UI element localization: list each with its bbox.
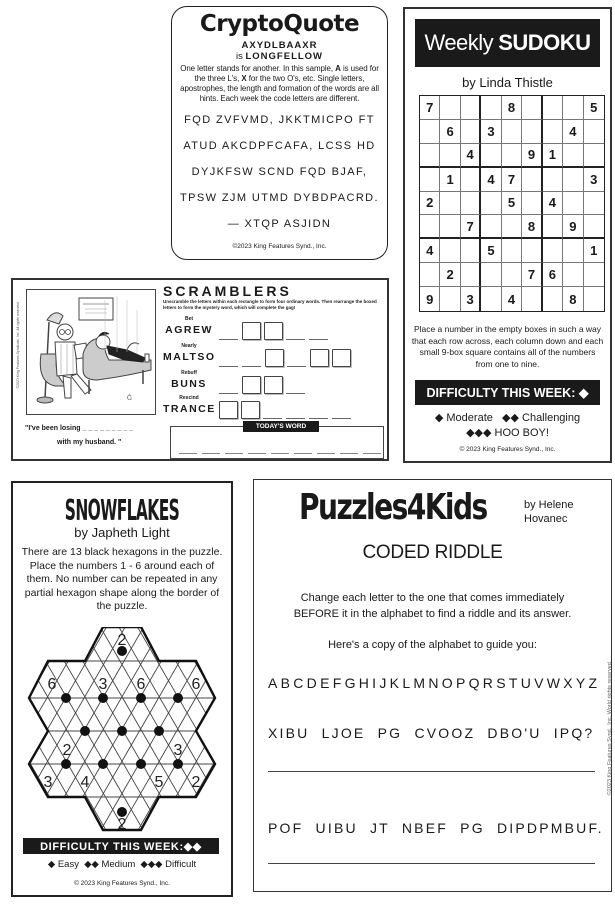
snowflakes-panel	[11, 481, 233, 897]
scramble-slots	[219, 349, 354, 367]
sudoku-panel	[403, 7, 612, 463]
therapist-couch-cartoon	[27, 290, 155, 414]
caption-line-2: with my husband. "	[57, 439, 122, 446]
sudoku-empty-cell[interactable]	[584, 263, 604, 287]
scramble-jumble: TRANCE	[163, 403, 216, 415]
alphabet-guide-label: Here's a copy of the alphabet to guide you:	[328, 639, 537, 651]
black-hexagon-marker	[61, 693, 71, 703]
sudoku-copyright: © 2023 King Features Synd., Inc.	[459, 446, 556, 453]
scramble-jumble: AGREW	[165, 324, 213, 336]
scramblers-instructions: Unscramble the letters within each rectangle to form four ordinary words. Then rearrange the boxed letters to form the mystery word, which will complete the gag!	[163, 299, 377, 310]
todays-word-slot[interactable]	[271, 452, 289, 454]
sudoku-empty-cell[interactable]	[522, 96, 542, 120]
sudoku-empty-cell[interactable]	[461, 168, 481, 192]
letter-slot[interactable]	[242, 353, 261, 367]
sudoku-empty-cell[interactable]	[584, 120, 604, 144]
sudoku-title-bold: SUDOKU	[498, 30, 591, 55]
todays-word-blanks	[179, 452, 386, 454]
desc-part: One letter stands for another. In this sample,	[180, 64, 336, 73]
sudoku-given-cell: 7	[461, 215, 481, 239]
sudoku-empty-cell[interactable]	[481, 192, 501, 216]
scramble-slots	[219, 401, 355, 419]
black-hexagon-marker	[61, 759, 71, 769]
snowflakes-copyright: © 2023 King Features Synd., Inc.	[74, 880, 170, 887]
sudoku-given-cell: 1	[440, 168, 460, 192]
black-hexagon-marker	[154, 726, 164, 736]
snowflake-clue-number: 2	[117, 816, 127, 833]
desc-part: for the two O's, etc. Single letters, apostrophes, the length and formation of the words are all hints. Each week the code letters are different.	[180, 74, 379, 103]
scramble-word-row	[163, 370, 383, 396]
cryptoquote-author: — XTQP ASJIDN	[227, 218, 332, 230]
sudoku-empty-cell[interactable]	[563, 263, 583, 287]
sudoku-given-cell: 1	[543, 144, 563, 168]
sudoku-difficulty-banner: DIFFICULTY THIS WEEK: ◆	[415, 380, 600, 405]
sudoku-given-cell: 8	[563, 287, 583, 311]
snowflake-clue-number: 2	[117, 632, 127, 649]
black-hexagon-marker	[80, 726, 90, 736]
todays-word-slot[interactable]	[202, 452, 220, 454]
todays-word-label: TODAY'S WORD	[243, 421, 319, 432]
sudoku-given-cell: 9	[420, 287, 440, 311]
snowflake-clue-number: 3	[98, 676, 108, 693]
puzzles4kids-byline	[524, 498, 574, 526]
sudoku-empty-cell[interactable]	[563, 144, 583, 168]
cartoon-caption	[25, 422, 155, 450]
snowflakes-title: SNOWFLAKES	[64, 493, 180, 528]
scramble-clue: Rebuff	[181, 370, 197, 376]
scramble-clue: Rescind	[179, 395, 199, 401]
sudoku-header	[415, 19, 600, 67]
desc-letter-a: A	[335, 64, 341, 73]
coded-riddle-answer: POF UIBU JT NBEF PG DIPDPMBUF.	[268, 820, 604, 836]
sudoku-empty-cell[interactable]	[481, 144, 501, 168]
sudoku-given-cell: 6	[543, 263, 563, 287]
snowflake-clue-number: 6	[47, 676, 57, 693]
scramble-word-row	[163, 395, 383, 421]
sudoku-legend-line: ◆ Moderate ◆◆ Challenging	[434, 412, 581, 424]
todays-word-box	[170, 423, 384, 459]
letter-slot[interactable]	[286, 405, 305, 419]
boxed-letter-slot[interactable]	[264, 322, 283, 340]
sudoku-empty-cell[interactable]	[481, 287, 501, 311]
snowflake-clue-number: 6	[136, 676, 146, 693]
sudoku-empty-cell[interactable]	[440, 144, 460, 168]
scramble-clue: Bet	[184, 316, 194, 322]
todays-word-slot[interactable]	[294, 452, 312, 454]
sudoku-given-cell: 4	[543, 192, 563, 216]
todays-word-slot[interactable]	[340, 452, 358, 454]
cryptoquote-line: DYJKFSW SCND FQD BJAF,	[191, 166, 368, 178]
sudoku-empty-cell[interactable]	[440, 239, 460, 263]
coded-riddle-instructions	[254, 590, 611, 622]
black-hexagon-marker	[98, 693, 108, 703]
todays-word-slot[interactable]	[225, 452, 243, 454]
sudoku-empty-cell[interactable]	[420, 144, 440, 168]
puzzles4kids-copyright: ©2023 King Features Synd., Inc. World rights reserved.	[607, 660, 613, 796]
sudoku-empty-cell[interactable]	[481, 96, 501, 120]
sudoku-empty-cell[interactable]	[584, 192, 604, 216]
snowflake-clue-number: 2	[62, 742, 72, 759]
scramble-word-row	[163, 316, 383, 342]
sudoku-given-cell: 3	[584, 168, 604, 192]
letter-slot[interactable]	[332, 405, 351, 419]
snowflakes-description: There are 13 black hexagons in the puzzle. Place the numbers 1 - 6 around each of them. No number can be repeated in any partial hexagon shape along the border of the puzzle.	[21, 546, 223, 612]
coded-riddle-title: CODED RIDDLE	[362, 542, 503, 563]
letter-slot[interactable]	[286, 380, 305, 394]
sample-is-text: is	[235, 51, 243, 62]
sudoku-empty-cell[interactable]	[543, 239, 563, 263]
sudoku-empty-cell[interactable]	[563, 239, 583, 263]
sudoku-difficulty-legend	[405, 411, 610, 441]
sudoku-empty-cell[interactable]	[584, 144, 604, 168]
sudoku-given-cell: 3	[461, 287, 481, 311]
sudoku-given-cell: 3	[481, 120, 501, 144]
letter-slot[interactable]	[309, 405, 328, 419]
cryptoquote-line: FQD ZVFVMD, JKKTMICPO FT	[184, 114, 375, 126]
sudoku-empty-cell[interactable]	[522, 168, 542, 192]
snowflakes-difficulty-legend: ◆ Easy ◆◆ Medium ◆◆◆ Difficult	[47, 859, 197, 870]
instructions-line: Change each letter to the one that comes immediately	[300, 592, 565, 604]
byline-line: Hovanec	[524, 513, 568, 525]
boxed-letter-slot[interactable]	[265, 349, 284, 367]
caption-line-1: "I've been losing _ _ _ _ _ _ _ _ _	[25, 425, 134, 432]
sudoku-empty-cell[interactable]	[440, 192, 460, 216]
sudoku-empty-cell[interactable]	[420, 263, 440, 287]
sudoku-given-cell: 4	[502, 287, 522, 311]
snowflake-clue-number: 2	[191, 774, 201, 791]
sudoku-empty-cell[interactable]	[502, 239, 522, 263]
sudoku-given-cell: 4	[563, 120, 583, 144]
sudoku-instructions: Place a number in the empty boxes in such a way that each row across, each column down and each small 9-box square contains all of the numbers from one to nine.	[411, 324, 604, 369]
instructions-line: BEFORE it in the alphabet to find a riddle and its answer.	[293, 608, 572, 620]
boxed-letter-slot[interactable]	[242, 322, 261, 340]
sudoku-empty-cell[interactable]	[502, 215, 522, 239]
sudoku-given-cell: 4	[420, 239, 440, 263]
letter-slot[interactable]	[219, 380, 238, 394]
black-hexagon-marker	[98, 759, 108, 769]
answer-line[interactable]	[268, 771, 595, 772]
desc-letter-x: X	[241, 74, 247, 83]
desc-part: is used for the three L's,	[194, 64, 379, 83]
snowflake-clue-number: 3	[173, 742, 183, 759]
sudoku-empty-cell[interactable]	[461, 263, 481, 287]
todays-word-slot[interactable]	[248, 452, 266, 454]
sudoku-empty-cell[interactable]	[502, 144, 522, 168]
boxed-letter-slot[interactable]	[242, 376, 261, 394]
sudoku-legend-line: ◆◆◆ HOO BOY!	[466, 427, 549, 439]
snowflake-clue-number: 6	[191, 676, 201, 693]
sudoku-given-cell: 8	[502, 96, 522, 120]
cryptoquote-line: ATUD AKCDPFCAFA, LCSS HD	[183, 140, 376, 152]
cryptoquote-sample-answer	[172, 51, 387, 62]
boxed-letter-slot[interactable]	[219, 401, 238, 419]
scramble-clue: Nearly	[181, 343, 197, 349]
sudoku-given-cell: 1	[584, 239, 604, 263]
letter-slot[interactable]	[287, 353, 306, 367]
letter-slot[interactable]	[219, 326, 238, 340]
snowflake-clue-number: 4	[80, 774, 90, 791]
sudoku-given-cell: 7	[420, 96, 440, 120]
sudoku-given-cell: 9	[563, 215, 583, 239]
sudoku-empty-cell[interactable]	[584, 215, 604, 239]
cryptoquote-panel	[171, 6, 388, 260]
todays-word-slot[interactable]	[363, 452, 381, 454]
boxed-letter-slot[interactable]	[332, 349, 351, 367]
scramblers-title: SCRAMBLERS	[163, 283, 292, 299]
sample-answer-text: LONGFELLOW	[245, 51, 324, 62]
sudoku-empty-cell[interactable]	[440, 96, 460, 120]
scramble-slots	[219, 322, 332, 340]
sudoku-empty-cell[interactable]	[522, 239, 542, 263]
sudoku-given-cell: 5	[502, 192, 522, 216]
sudoku-given-cell: 7	[522, 263, 542, 287]
sudoku-given-cell: 5	[584, 96, 604, 120]
sudoku-empty-cell[interactable]	[440, 215, 460, 239]
sudoku-empty-cell[interactable]	[420, 215, 440, 239]
scramble-jumble: MALTSO	[163, 351, 216, 363]
black-hexagon-marker	[173, 693, 183, 703]
cartoon-illustration	[26, 289, 156, 415]
boxed-letter-slot[interactable]	[264, 376, 283, 394]
sudoku-given-cell: 4	[461, 144, 481, 168]
answer-line[interactable]	[268, 863, 595, 864]
snowflakes-byline: by Japheth Light	[74, 525, 170, 540]
sudoku-empty-cell[interactable]	[420, 120, 440, 144]
black-hexagon-marker	[136, 759, 146, 769]
letter-slot[interactable]	[263, 405, 282, 419]
sudoku-empty-cell[interactable]	[461, 96, 481, 120]
sudoku-title-light: Weekly	[424, 30, 494, 55]
sudoku-empty-cell[interactable]	[502, 263, 522, 287]
sudoku-given-cell: 9	[522, 144, 542, 168]
scramble-jumble: BUNS	[171, 378, 207, 390]
sudoku-empty-cell[interactable]	[522, 287, 542, 311]
letter-slot[interactable]	[286, 326, 305, 340]
snowflake-clue-number: 5	[154, 774, 164, 791]
byline-line: by Helene	[524, 499, 574, 511]
sudoku-given-cell: 2	[440, 263, 460, 287]
sudoku-empty-cell[interactable]	[481, 263, 501, 287]
puzzles4kids-panel	[253, 479, 612, 892]
sudoku-empty-cell[interactable]	[461, 192, 481, 216]
sudoku-given-cell: 4	[481, 168, 501, 192]
sudoku-empty-cell[interactable]	[563, 192, 583, 216]
alphabet-guide: ABCDEFGHIJKLMNOPQRSTUVWXYZ	[268, 675, 601, 691]
sudoku-empty-cell[interactable]	[440, 287, 460, 311]
sudoku-byline: by Linda Thistle	[462, 75, 553, 90]
sudoku-empty-cell[interactable]	[461, 120, 481, 144]
todays-word-slot[interactable]	[179, 452, 197, 454]
sudoku-given-cell: 8	[522, 215, 542, 239]
scramblers-panel	[11, 278, 389, 461]
sudoku-empty-cell[interactable]	[563, 168, 583, 192]
sudoku-given-cell: 6	[440, 120, 460, 144]
sudoku-empty-cell[interactable]	[543, 96, 563, 120]
sudoku-empty-cell[interactable]	[481, 215, 501, 239]
snowflake-clue-number: 3	[43, 774, 53, 791]
cryptoquote-title: CryptoQuote	[199, 11, 360, 37]
cryptoquote-sample-code: AXYDLBAAXR	[241, 40, 318, 51]
sudoku-empty-cell[interactable]	[461, 239, 481, 263]
scramble-slots	[219, 376, 309, 394]
letter-slot[interactable]	[219, 353, 238, 367]
puzzles4kids-logo: Puzzles4Kids	[299, 487, 487, 528]
snowflakes-difficulty-banner: DIFFICULTY THIS WEEK:◆◆	[23, 838, 219, 854]
cartoon-copyright: ©2023 King Features Syndicate, Inc. All rights reserved.	[16, 301, 20, 389]
svg-text:Ĝ: Ĝ	[127, 395, 132, 402]
sudoku-given-cell: 2	[420, 192, 440, 216]
letter-slot[interactable]	[309, 326, 328, 340]
sudoku-empty-cell[interactable]	[502, 120, 522, 144]
snowflakes-hex-grid	[18, 627, 228, 837]
sudoku-given-cell: 5	[481, 239, 501, 263]
black-hexagon-marker	[173, 759, 183, 769]
cryptoquote-description	[178, 64, 381, 104]
sudoku-empty-cell[interactable]	[543, 168, 563, 192]
black-hexagon-marker	[117, 726, 127, 736]
coded-riddle-question: XIBU LJOE PG CVOOZ DBO'U IPQ?	[268, 725, 595, 741]
boxed-letter-slot[interactable]	[241, 401, 260, 419]
sudoku-empty-cell[interactable]	[543, 215, 563, 239]
black-hexagon-marker	[136, 693, 146, 703]
cryptoquote-line: TPSW ZJM UTMD DYBDPACRD.	[179, 192, 379, 204]
sudoku-empty-cell[interactable]	[522, 192, 542, 216]
sudoku-given-cell: 7	[502, 168, 522, 192]
sudoku-grid	[419, 95, 605, 312]
cryptoquote-copyright: ©2023 King Features Synd., Inc.	[232, 243, 327, 250]
sudoku-empty-cell[interactable]	[420, 168, 440, 192]
sudoku-empty-cell[interactable]	[563, 96, 583, 120]
sudoku-empty-cell[interactable]	[584, 287, 604, 311]
sudoku-empty-cell[interactable]	[522, 120, 542, 144]
scramble-word-row	[163, 343, 383, 369]
boxed-letter-slot[interactable]	[310, 349, 329, 367]
todays-word-slot[interactable]	[317, 452, 335, 454]
sudoku-empty-cell[interactable]	[543, 287, 563, 311]
sudoku-empty-cell[interactable]	[543, 120, 563, 144]
